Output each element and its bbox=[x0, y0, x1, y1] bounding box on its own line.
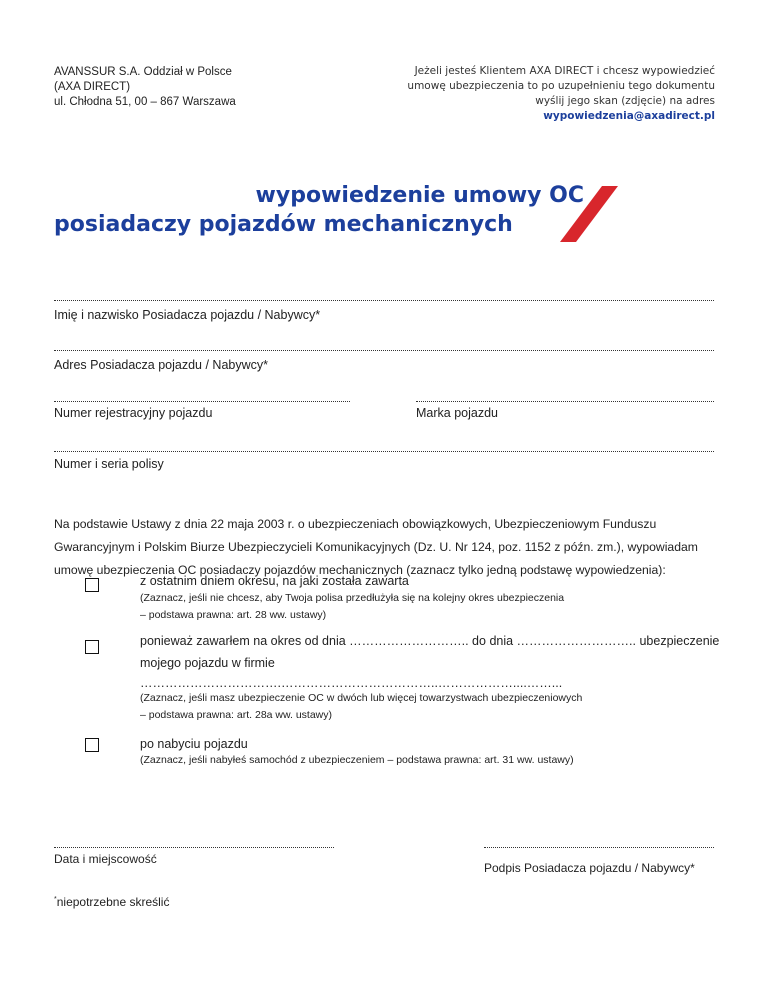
footnote bbox=[54, 895, 169, 909]
make-field-line[interactable] bbox=[416, 401, 714, 402]
option-2-note bbox=[140, 690, 582, 724]
legal-paragraph bbox=[54, 513, 724, 582]
signature-line[interactable] bbox=[484, 847, 714, 848]
address-field-line[interactable] bbox=[54, 350, 714, 351]
address-field-label: Adres Posiadacza pojazdu / Nabywcy* bbox=[54, 358, 269, 372]
option-2-text-line-2: mojego pojazdu w firmie bbox=[140, 656, 275, 670]
sender-line-1: AVANSSUR S.A. Oddział w Polsce bbox=[54, 66, 232, 78]
title-line-1: wypowiedzenie umowy OC bbox=[255, 183, 584, 208]
option-2-text: ponieważ zawarłem na okres od dnia ……………………….. do dnia ……………………….. ubezpieczenie bbox=[140, 634, 720, 648]
option-2-insurer-fill[interactable]: …………………………….………………………………..………………....……... bbox=[140, 676, 563, 690]
make-field-label: Marka pojazdu bbox=[416, 406, 498, 420]
date-place-label: Data i miejscowość bbox=[54, 852, 157, 866]
option-2-checkbox[interactable] bbox=[85, 640, 99, 654]
policy-field-label: Numer i seria polisy bbox=[54, 457, 164, 471]
signature-label: Podpis Posiadacza pojazdu / Nabywcy* bbox=[484, 861, 695, 875]
paragraph-line-3: umowę ubezpieczenia OC posiadaczy pojazdów mechanicznych (zaznacz tylko jedną podstawę wypowiedzenia): bbox=[54, 563, 666, 577]
footnote-mark: * bbox=[54, 896, 57, 903]
title-line-2: posiadaczy pojazdów mechanicznych bbox=[54, 212, 513, 237]
paragraph-line-1: Na podstawie Ustawy z dnia 22 maja 2003 r. o ubezpieczeniach obowiązkowych, Ubezpieczeniowym Funduszu bbox=[54, 517, 657, 531]
document-title bbox=[54, 181, 584, 239]
date-place-line[interactable] bbox=[54, 847, 334, 848]
option-3-checkbox[interactable] bbox=[85, 738, 99, 752]
option-1-checkbox[interactable] bbox=[85, 578, 99, 592]
option-2-note-line-2: – podstawa prawna: art. 28a ww. ustawy) bbox=[140, 709, 333, 721]
sender-line-3: ul. Chłodna 51, 00 – 867 Warszawa bbox=[54, 96, 236, 108]
submission-notice bbox=[407, 64, 715, 124]
notice-line-3: wyślij jego skan (zdjęcie) na adres bbox=[535, 95, 715, 107]
notice-line-2: umowę ubezpieczenia to po uzupełnieniu tego dokumentu bbox=[407, 80, 715, 92]
option-1-note-line-2: – podstawa prawna: art. 28 ww. ustawy) bbox=[140, 609, 327, 621]
option-3-text: po nabyciu pojazdu bbox=[140, 737, 248, 751]
notice-line-1: Jeżeli jesteś Klientem AXA DIRECT i chcesz wypowiedzieć bbox=[414, 65, 715, 77]
registration-field-line[interactable] bbox=[54, 401, 350, 402]
brand-slash-icon bbox=[560, 186, 618, 242]
option-1-note bbox=[140, 590, 564, 624]
paragraph-line-2: Gwarancyjnym i Polskim Biurze Ubezpieczycieli Komunikacyjnych (Dz. U. Nr 124, poz. 1152 z późn. zm.), wypowiadam bbox=[54, 540, 698, 554]
sender-line-2: (AXA DIRECT) bbox=[54, 81, 131, 93]
option-2-note-line-1: (Zaznacz, jeśli masz ubezpieczenie OC w dwóch lub więcej towarzystwach ubezpieczeniowych bbox=[140, 692, 583, 704]
registration-field-label: Numer rejestracyjny pojazdu bbox=[54, 406, 213, 420]
name-field-label: Imię i nazwisko Posiadacza pojazdu / Nabywcy* bbox=[54, 308, 321, 322]
sender-address bbox=[54, 65, 236, 110]
name-field-line[interactable] bbox=[54, 300, 714, 301]
option-1-text: z ostatnim dniem okresu, na jaki została zawarta bbox=[140, 574, 409, 588]
option-1-note-line-1: (Zaznacz, jeśli nie chcesz, aby Twoja polisa przedłużyła się na kolejny okres ubezpieczenia bbox=[140, 592, 565, 604]
notice-email-link[interactable]: wypowiedzenia@axadirect.pl bbox=[543, 110, 715, 122]
footnote-text: niepotrzebne skreślić bbox=[56, 895, 170, 909]
policy-field-line[interactable] bbox=[54, 451, 714, 452]
option-3-note: (Zaznacz, jeśli nabyłeś samochód z ubezpieczeniem – podstawa prawna: art. 31 ww. ustawy) bbox=[140, 754, 574, 766]
